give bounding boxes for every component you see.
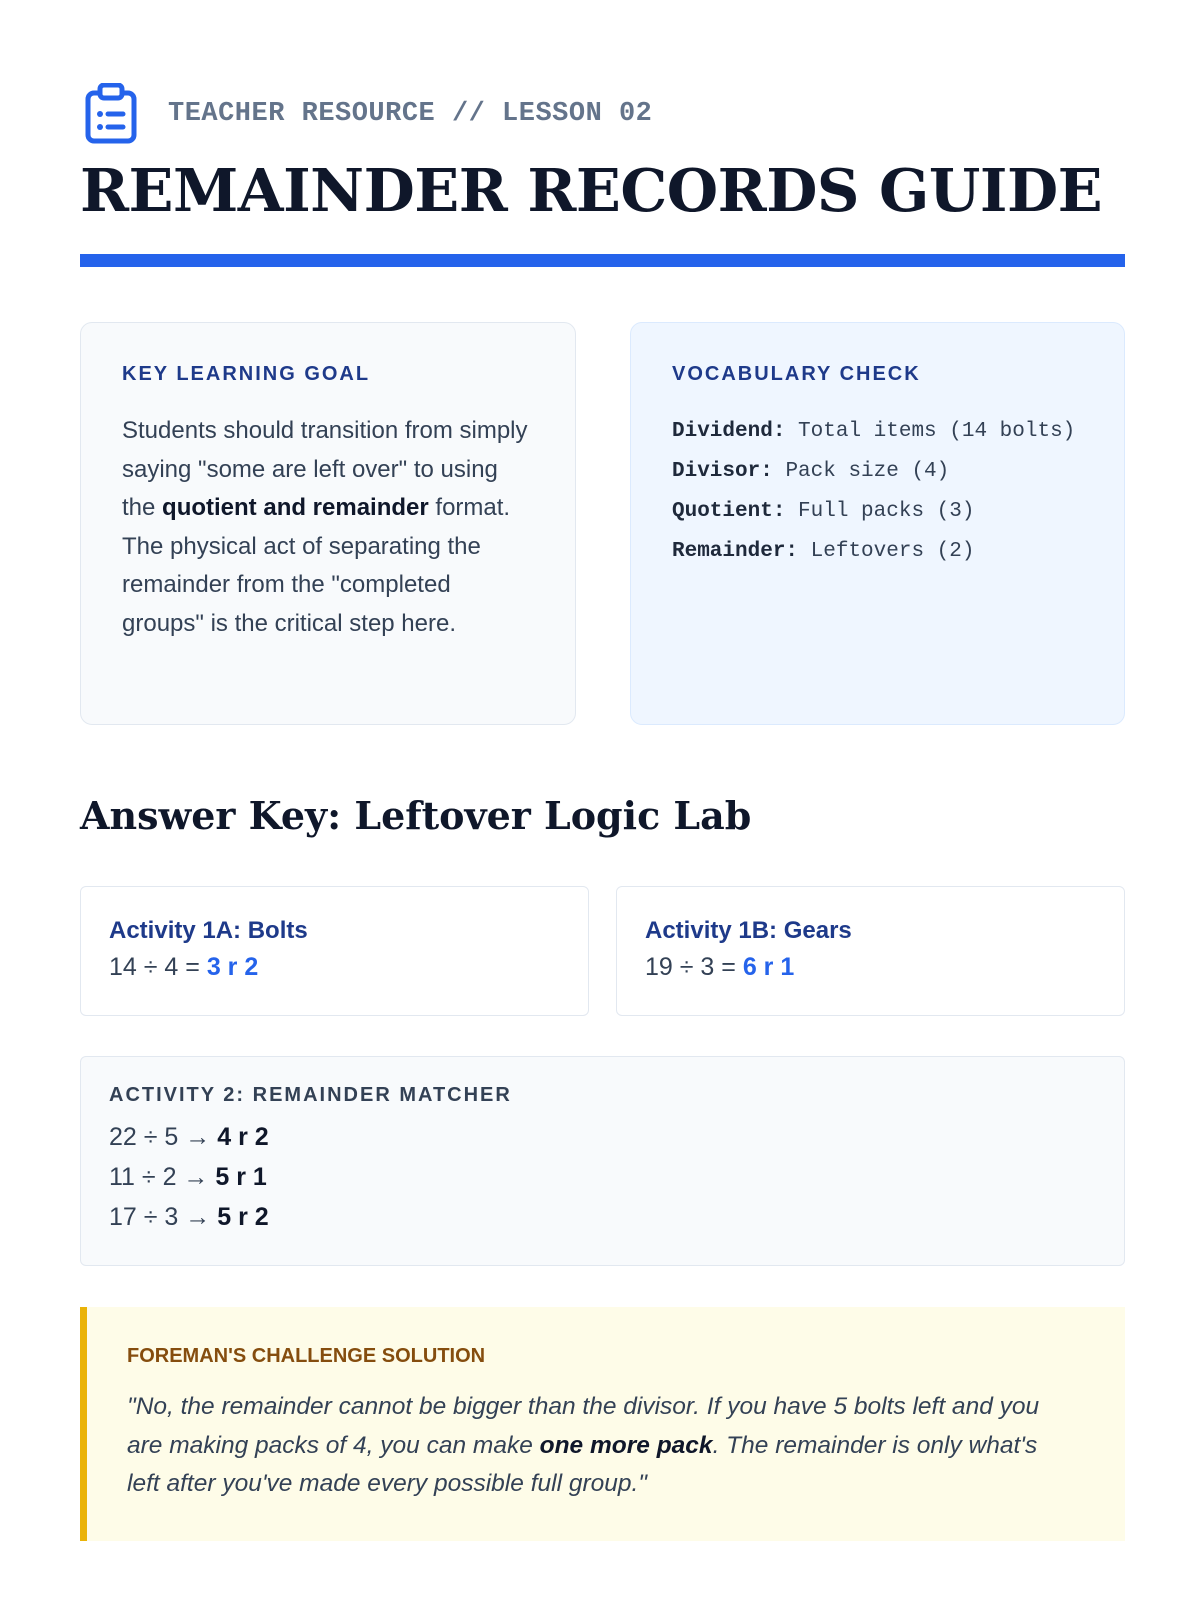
challenge-solution-callout: [80, 1307, 1125, 1541]
vocabulary-list: [672, 412, 1084, 572]
remainder-matcher-card: [80, 1056, 1125, 1266]
title-divider: [80, 254, 1125, 267]
vocab-term: Remainder:: [672, 540, 799, 563]
activity-1a-card: [80, 886, 589, 1016]
learning-goal-label: KEY LEARNING GOAL: [122, 363, 371, 385]
vocab-item: [672, 532, 1084, 572]
activity-1b-card: [616, 886, 1125, 1016]
matcher-problem: 22 ÷ 5 →: [109, 1123, 218, 1151]
matcher-label: ACTIVITY 2: REMAINDER MATCHER: [109, 1084, 512, 1106]
matcher-problem: 17 ÷ 3 →: [109, 1203, 218, 1231]
goal-text-part: format. The physical act of separating the remainder from the "completed groups" is the critical step here.: [122, 494, 511, 637]
matcher-row: [109, 1197, 1124, 1237]
activity-title: Activity 1A: Bolts: [109, 917, 308, 944]
matcher-answer: 5 r 1: [215, 1163, 267, 1191]
vocab-definition: Full packs (3): [798, 500, 975, 523]
activity-answer: 3 r 2: [206, 953, 259, 981]
vocab-item: [672, 492, 1084, 532]
vocab-definition: Pack size (4): [785, 460, 950, 483]
page-title: REMAINDER RECORDS GUIDE: [80, 156, 1103, 225]
matcher-answer: 5 r 2: [217, 1203, 269, 1231]
matcher-answer: 4 r 2: [217, 1123, 269, 1151]
matcher-row: [109, 1157, 1124, 1197]
quote-part: . The remainder is only what's left after you've made every possible full group.": [127, 1431, 1038, 1497]
clipboard-list-icon: [84, 83, 138, 145]
goal-text-emphasis: quotient and remainder: [162, 494, 429, 521]
activity-equation: [645, 947, 1124, 987]
activity-title: Activity 1B: Gears: [645, 917, 852, 944]
activity-equation: [109, 947, 588, 987]
matcher-problem: 11 ÷ 2 →: [109, 1163, 216, 1191]
quote-emphasis: one more pack: [539, 1431, 713, 1459]
vocab-term: Dividend:: [672, 420, 786, 443]
equation-text: 14 ÷ 4 =: [109, 953, 207, 981]
vocabulary-card: [630, 322, 1125, 725]
vocab-term: Quotient:: [672, 500, 786, 523]
vocab-item: [672, 412, 1084, 452]
quote-part: "No, the remainder cannot be bigger than the divisor. If you have 5 bolts left and you are making packs of 4, you can make: [127, 1393, 1040, 1459]
matcher-row: [109, 1117, 1124, 1157]
vocab-definition: Leftovers (2): [810, 540, 975, 563]
learning-goal-card: [80, 322, 576, 725]
header-eyebrow-row: [84, 83, 652, 145]
challenge-quote: [127, 1388, 1075, 1504]
vocabulary-label: VOCABULARY CHECK: [672, 363, 921, 385]
vocab-item: [672, 452, 1084, 492]
vocab-term: Divisor:: [672, 460, 773, 483]
challenge-label: FOREMAN'S CHALLENGE SOLUTION: [127, 1345, 486, 1367]
answer-key-heading: Answer Key: Leftover Logic Lab: [80, 793, 752, 838]
learning-goal-text: [122, 412, 535, 643]
activity-answer: 6 r 1: [742, 953, 795, 981]
equation-text: 19 ÷ 3 =: [645, 953, 743, 981]
goal-text-part: Students should transition from simply saying "some are left over" to using the: [122, 417, 528, 521]
vocab-definition: Total items (14 bolts): [798, 420, 1076, 443]
lesson-eyebrow: TEACHER RESOURCE // LESSON 02: [168, 99, 653, 129]
